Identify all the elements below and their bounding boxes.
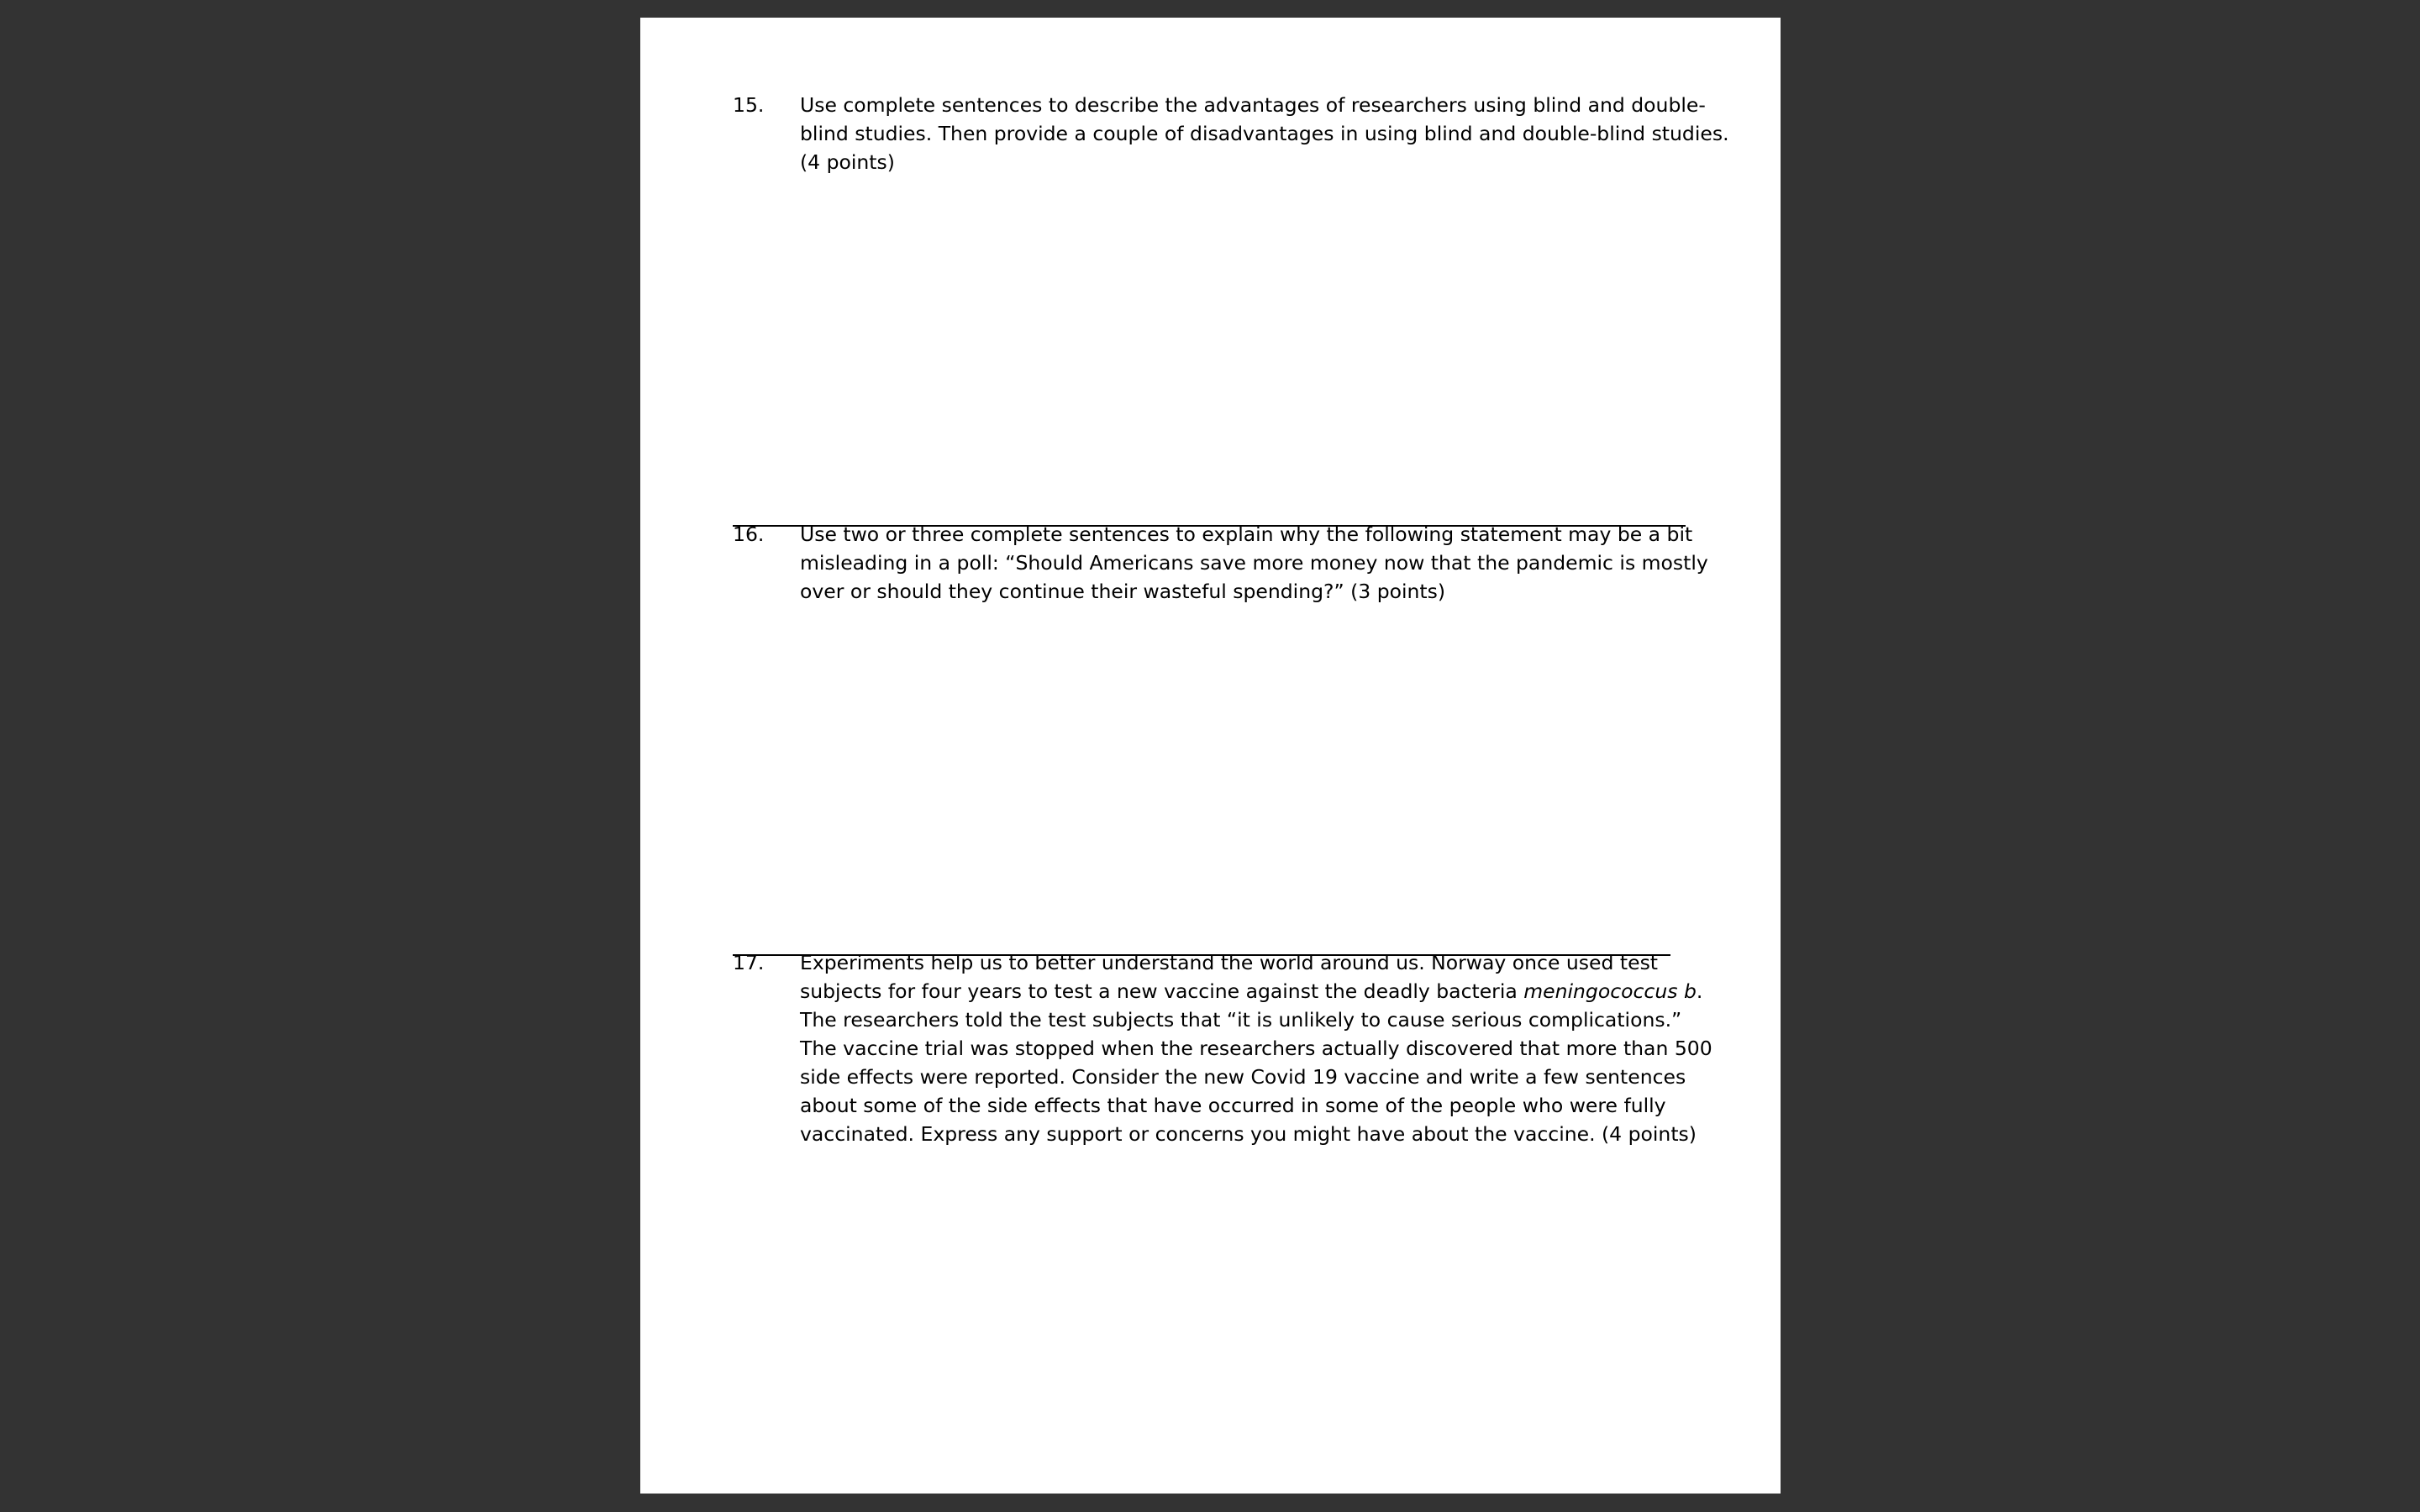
question-line-suffix: .	[1696, 979, 1703, 1003]
question-line: blind studies. Then provide a couple of disadvantages in using blind and double-blind studies.	[800, 122, 1729, 145]
question-line: The researchers told the test subjects that “it is unlikely to cause serious complications.”	[800, 1008, 1682, 1032]
question-line: Experiments help us to better understand the world around us. Norway once used test	[800, 951, 1659, 974]
question-number: 15.	[733, 93, 765, 117]
question-text	[800, 91, 1729, 176]
question-line: Use two or three complete sentences to explain why the following statement may be a bit	[800, 522, 1693, 546]
question-number: 17.	[733, 951, 765, 974]
question-line: over or should they continue their wasteful spending?” (3 points)	[800, 580, 1446, 603]
question-line: misleading in a poll: “Should Americans save more money now that the pandemic is mostly	[800, 551, 1708, 575]
question-line: Use complete sentences to describe the advantages of researchers using blind and double-	[800, 93, 1706, 117]
question-text	[800, 948, 1712, 1148]
question-line	[800, 977, 1703, 1005]
question-text	[800, 520, 1708, 606]
question-line: (4 points)	[800, 150, 895, 174]
question-line: about some of the side effects that have occurred in some of the people who were fully	[800, 1094, 1666, 1117]
question-number: 16.	[733, 522, 765, 546]
question-line: side effects were reported. Consider the new Covid 19 vaccine and write a few sentences	[800, 1065, 1686, 1089]
question-line: vaccinated. Express any support or concerns you might have about the vaccine. (4 points)	[800, 1122, 1697, 1146]
question-line: The vaccine trial was stopped when the researchers actually discovered that more than 500	[800, 1037, 1712, 1060]
question-line-prefix: subjects for four years to test a new vaccine against the deadly bacteria	[800, 979, 1524, 1003]
document-page	[640, 18, 1781, 1494]
bacteria-name: meningococcus b	[1523, 979, 1697, 1003]
